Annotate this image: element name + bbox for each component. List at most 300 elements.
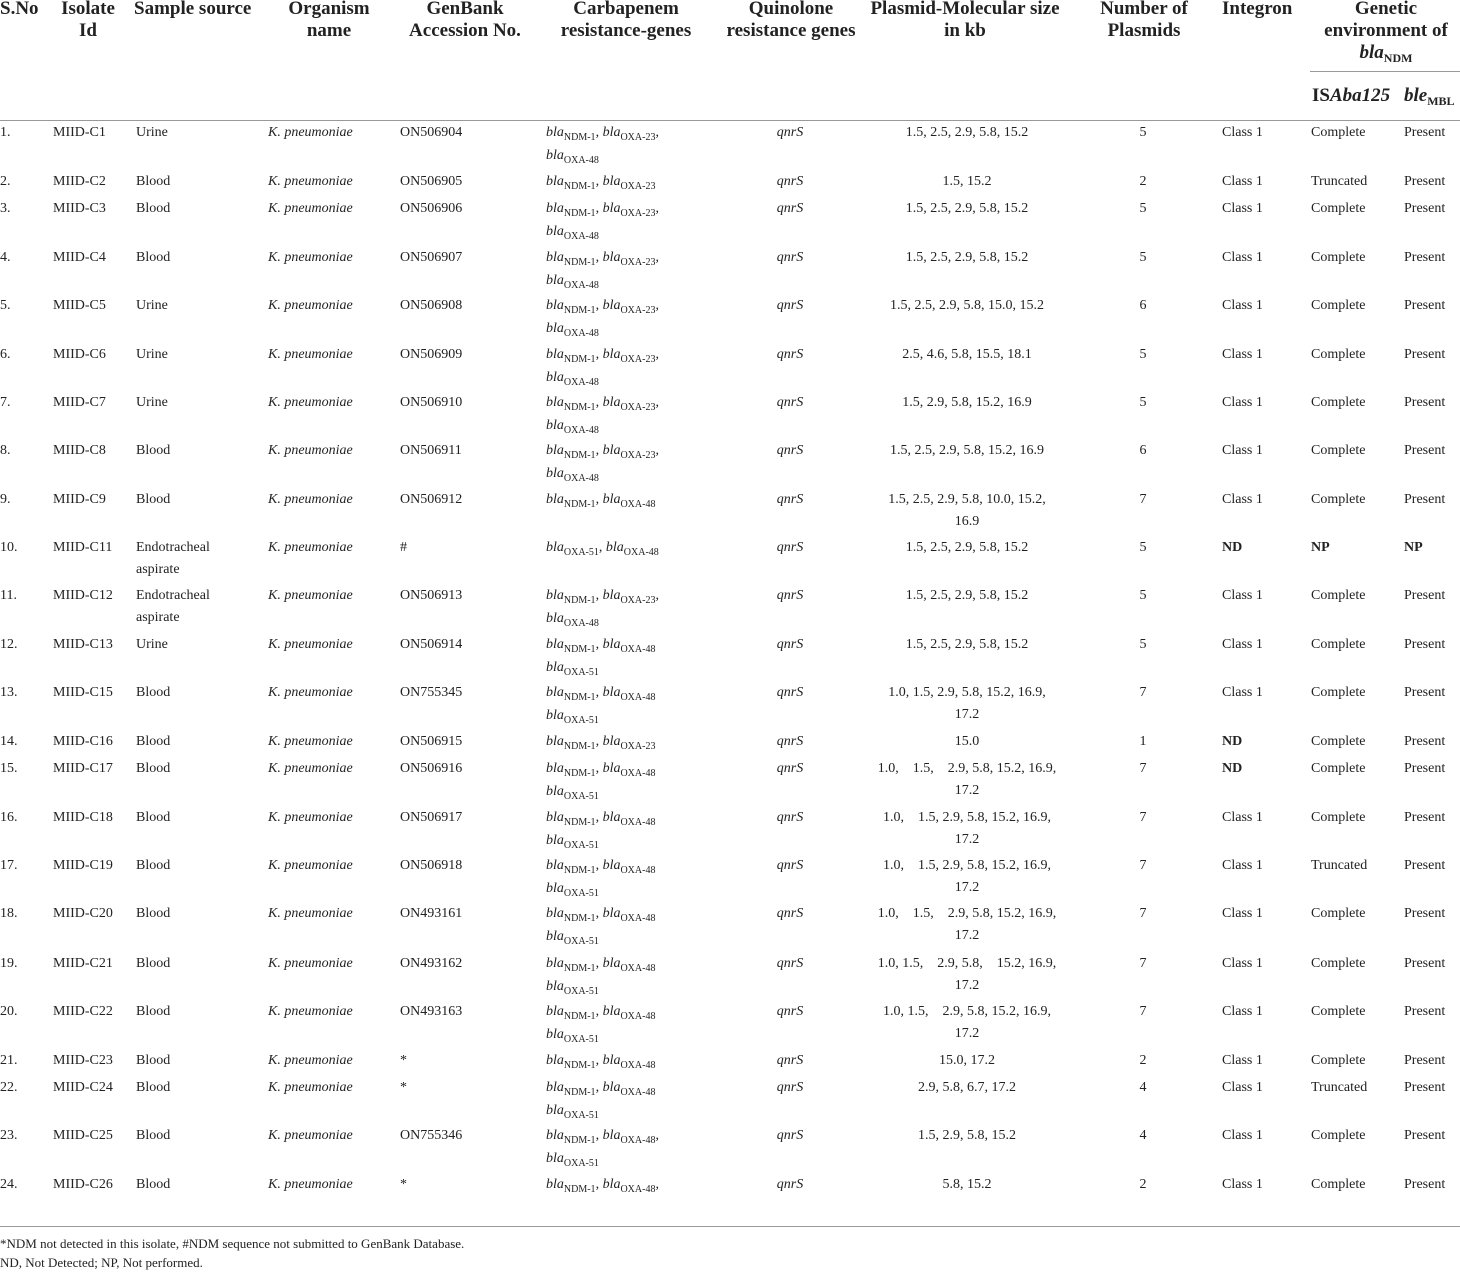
row-ble-mbl: Present [1404,1177,1446,1192]
gene: bla$_{OXA-51}$ [546,979,599,997]
row-genbank-accession: ON493163 [400,1004,463,1019]
row-quinolone-genes: qnrS [776,1177,804,1192]
row-integron: Class 1 [1222,906,1263,921]
row-isolate-id: MIID-C7 [53,395,106,410]
row-isaba125: Complete [1311,637,1366,652]
row-carbapenem-genes [546,122,716,168]
row-num-plasmids: 5 [1139,540,1147,555]
gene: bla$_{OXA-51}$ [546,833,599,851]
row-carbapenem-genes [546,1174,716,1197]
row-sno: 3. [0,201,11,216]
row-carbapenem-genes [546,1077,716,1123]
row-plasmid-size: 1.0, 1.5, 2.9, 5.8, 15.2, 16.9, 17.2 [888,685,1046,722]
gene: bla$_{OXA-48}$ [546,224,599,242]
row-genbank-accession: ON506904 [400,125,463,140]
row-integron: Class 1 [1222,395,1263,410]
row-carbapenem-genes [546,392,716,438]
row-num-plasmids: 4 [1139,1080,1147,1095]
gene: bla$_{OXA-23}$, [602,298,659,316]
row-num-plasmids: 7 [1139,906,1147,921]
row-sno: 13. [0,685,18,700]
row-carbapenem-genes [546,585,716,631]
header-genetic-env-prefix: Genetic environment of [1324,0,1448,41]
footnote-2: ND, Not Detected; NP, Not performed. [0,1255,203,1270]
row-integron: Class 1 [1222,858,1263,873]
row-integron: Class 1 [1222,347,1263,362]
gene: bla$_{OXA-48}$ [602,685,656,703]
row-isaba125: Complete [1311,1128,1366,1143]
row-quinolone-genes: qnrS [776,492,804,507]
gene: bla$_{OXA-51}$ [546,660,599,678]
row-plasmid-size: 1.5, 2.5, 2.9, 5.8, 15.0, 15.2 [890,298,1044,313]
row-num-plasmids: 5 [1139,395,1147,410]
row-integron: Class 1 [1222,174,1263,189]
row-plasmid-size: 1.0, 1.5, 2.9, 5.8, 15.2, 16.9, 17.2 [877,761,1057,798]
row-integron: Class 1 [1222,298,1263,313]
row-num-plasmids: 7 [1139,858,1147,873]
gene: bla$_{OXA-48}$ [602,858,656,876]
row-sample-source: Urine [136,298,168,313]
row-plasmid-size: 1.5, 2.5, 2.9, 5.8, 15.2 [905,125,1029,140]
isaba-suffix: 125 [1361,85,1391,106]
row-plasmid-size: 1.5, 2.5, 2.9, 5.8, 15.2 [905,201,1029,216]
row-sample-source: Urine [136,637,168,652]
row-sno: 21. [0,1053,18,1068]
gene: bla$_{NDM-1}$, [546,1053,603,1071]
row-isaba125: Complete [1311,685,1366,700]
gene: bla$_{OXA-48}$ [602,810,656,828]
row-sample-source: Urine [136,395,168,410]
gene: bla$_{OXA-51}$ [546,881,599,899]
row-isaba125: Complete [1311,810,1366,825]
row-organism-name: K. pneumoniae [268,540,353,555]
row-sample-source: Blood [136,201,171,216]
row-organism-name: K. pneumoniae [268,1177,353,1192]
gene: bla$_{OXA-23}$, [602,347,659,365]
row-organism-name: K. pneumoniae [268,761,353,776]
row-sno: 14. [0,734,18,749]
row-num-plasmids: 4 [1139,1128,1147,1143]
row-quinolone-genes: qnrS [776,1080,804,1095]
row-quinolone-genes: qnrS [776,1004,804,1019]
gene: bla$_{NDM-1}$, [546,588,603,606]
gene: bla$_{OXA-23}$ [602,174,656,192]
row-genbank-accession: ON493161 [400,906,463,921]
row-quinolone-genes: qnrS [776,395,804,410]
row-ble-mbl: Present [1404,125,1446,140]
row-num-plasmids: 7 [1139,956,1147,971]
row-carbapenem-genes [546,344,716,390]
gene: bla$_{OXA-51}$ [546,1103,599,1121]
gene: bla$_{OXA-48}$ [602,761,656,779]
row-quinolone-genes: qnrS [776,201,804,216]
row-isaba125: Truncated [1311,174,1368,189]
row-isolate-id: MIID-C6 [53,347,106,362]
gene: bla$_{OXA-23}$, [602,395,659,413]
row-plasmid-size: 15.0 [954,734,980,749]
row-integron: Class 1 [1222,1177,1263,1192]
row-quinolone-genes: qnrS [776,956,804,971]
row-ble-mbl: Present [1404,637,1446,652]
row-plasmid-size: 1.5, 2.5, 2.9, 5.8, 15.2 [905,540,1029,555]
gene: bla$_{OXA-48}$ [602,956,656,974]
row-isaba125: Complete [1311,1053,1366,1068]
row-genbank-accession: ON506907 [400,250,463,265]
row-organism-name: K. pneumoniae [268,1080,353,1095]
row-isolate-id: MIID-C4 [53,250,106,265]
row-isolate-id: MIID-C13 [53,637,113,652]
gene: bla$_{NDM-1}$, [546,685,603,703]
row-ble-mbl: Present [1404,1004,1446,1019]
row-genbank-accession: ON755345 [400,685,463,700]
row-ble-mbl: NP [1404,540,1423,555]
row-isolate-id: MIID-C3 [53,201,106,216]
row-isolate-id: MIID-C18 [53,810,113,825]
row-integron: ND [1222,540,1243,555]
row-organism-name: K. pneumoniae [268,443,353,458]
row-isolate-id: MIID-C11 [53,540,113,555]
row-organism-name: K. pneumoniae [268,201,353,216]
row-genbank-accession: ON506906 [400,201,463,216]
row-quinolone-genes: qnrS [776,1128,804,1143]
row-ble-mbl: Present [1404,395,1446,410]
row-integron: Class 1 [1222,492,1263,507]
row-quinolone-genes: qnrS [776,443,804,458]
row-sno: 6. [0,347,11,362]
gene: bla$_{NDM-1}$, [546,250,603,268]
row-isaba125: Complete [1311,492,1366,507]
row-quinolone-genes: qnrS [776,734,804,749]
row-quinolone-genes: qnrS [776,1053,804,1068]
footnote-1: *NDM not detected in this isolate, #NDM sequence not submitted to GenBank Database. [0,1236,465,1251]
row-sno: 12. [0,637,18,652]
row-isolate-id: MIID-C8 [53,443,106,458]
gene: bla$_{OXA-48}$ [546,148,599,166]
gene: bla$_{OXA-48}$ [546,321,599,339]
row-genbank-accession: * [400,1177,407,1192]
row-sample-source: Blood [136,810,171,825]
row-genbank-accession: ON506909 [400,347,463,362]
row-ble-mbl: Present [1404,443,1446,458]
header-genetic-env-gene: bla [1359,42,1384,63]
row-sample-source: Urine [136,125,168,140]
gene: bla$_{OXA-48}$ [546,418,599,436]
gene: bla$_{OXA-48}$ [546,370,599,388]
row-isaba125: Complete [1311,250,1366,265]
gene: bla$_{OXA-51}$ [546,708,599,726]
gene: bla$_{OXA-48}$ [602,1004,656,1022]
gene: bla$_{OXA-51}$, [546,540,606,558]
row-organism-name: K. pneumoniae [268,1128,353,1143]
row-sample-source: Urine [136,347,168,362]
row-plasmid-size: 1.0, 1.5, 2.9, 5.8, 15.2, 16.9, 17.2 [877,956,1057,993]
row-ble-mbl: Present [1404,588,1446,603]
row-isolate-id: MIID-C1 [53,125,106,140]
row-sample-source: Blood [136,906,171,921]
row-integron: Class 1 [1222,1004,1263,1019]
gene: bla$_{OXA-23}$, [602,201,659,219]
row-isaba125: Complete [1311,395,1366,410]
row-sno: 1. [0,125,11,140]
gene: bla$_{OXA-23}$, [602,443,659,461]
row-isolate-id: MIID-C16 [53,734,113,749]
row-genbank-accession: ON506917 [400,810,463,825]
row-organism-name: K. pneumoniae [268,298,353,313]
row-sno: 20. [0,1004,18,1019]
row-carbapenem-genes [546,198,716,244]
row-carbapenem-genes [546,1050,716,1073]
row-carbapenem-genes [546,682,716,728]
row-carbapenem-genes [546,953,716,999]
gene: bla$_{NDM-1}$, [546,906,603,924]
row-organism-name: K. pneumoniae [268,588,353,603]
row-quinolone-genes: qnrS [776,125,804,140]
row-isolate-id: MIID-C22 [53,1004,113,1019]
row-num-plasmids: 7 [1139,492,1147,507]
header-genetic-env-sub: NDM [1383,51,1413,65]
row-sno: 22. [0,1080,18,1095]
row-num-plasmids: 7 [1139,685,1147,700]
row-num-plasmids: 7 [1139,761,1147,776]
row-integron: Class 1 [1222,443,1263,458]
row-organism-name: K. pneumoniae [268,250,353,265]
row-genbank-accession: ON506918 [400,858,463,873]
row-ble-mbl: Present [1404,956,1446,971]
gene: bla$_{NDM-1}$, [546,298,603,316]
row-integron: Class 1 [1222,1053,1263,1068]
row-sno: 16. [0,810,18,825]
row-sno: 24. [0,1177,18,1192]
gene: bla$_{OXA-51}$ [546,1027,599,1045]
row-ble-mbl: Present [1404,1053,1446,1068]
row-num-plasmids: 5 [1139,347,1147,362]
row-isolate-id: MIID-C15 [53,685,113,700]
row-sample-source: Blood [136,1080,171,1095]
gene: bla$_{OXA-48}$, [602,1128,659,1146]
row-sample-source: Blood [136,761,171,776]
gene: bla$_{OXA-23}$ [602,734,656,752]
row-genbank-accession: ON506908 [400,298,463,313]
row-plasmid-size: 2.5, 4.6, 5.8, 15.5, 18.1 [902,347,1032,362]
row-sample-source: Blood [136,1128,171,1143]
gene: bla$_{OXA-48}$, [602,1177,659,1195]
row-plasmid-size: 1.5, 2.9, 5.8, 15.2 [918,1128,1016,1143]
row-sno: 17. [0,858,18,873]
row-sno: 7. [0,395,11,410]
row-sample-source: Blood [136,250,171,265]
row-sno: 9. [0,492,11,507]
header-organism-name: Organism name [288,0,370,41]
gene: bla$_{NDM-1}$, [546,956,603,974]
row-carbapenem-genes [546,171,716,194]
row-ble-mbl: Present [1404,858,1446,873]
row-genbank-accession: ON755346 [400,1128,463,1143]
row-sample-source: Blood [136,1053,171,1068]
row-num-plasmids: 2 [1139,1053,1147,1068]
row-organism-name: K. pneumoniae [268,1004,353,1019]
row-isolate-id: MIID-C9 [53,492,106,507]
row-carbapenem-genes [546,537,716,560]
row-isolate-id: MIID-C19 [53,858,113,873]
row-isaba125: Complete [1311,1004,1366,1019]
gene: bla$_{OXA-51}$ [546,929,599,947]
row-plasmid-size: 1.0, 1.5, 2.9, 5.8, 15.2, 16.9, 17.2 [883,858,1051,895]
row-organism-name: K. pneumoniae [268,956,353,971]
row-isolate-id: MIID-C17 [53,761,113,776]
row-genbank-accession: ON506916 [400,761,463,776]
row-plasmid-size: 1.5, 2.5, 2.9, 5.8, 10.0, 15.2, 16.9 [888,492,1046,529]
isaba-prefix: IS [1312,85,1330,106]
row-organism-name: K. pneumoniae [268,1053,353,1068]
row-isolate-id: MIID-C2 [53,174,106,189]
row-sno: 10. [0,540,18,555]
gene: bla$_{NDM-1}$, [546,395,603,413]
gene: bla$_{NDM-1}$, [546,858,603,876]
row-integron: Class 1 [1222,810,1263,825]
row-sno: 2. [0,174,11,189]
row-plasmid-size: 1.5, 2.5, 2.9, 5.8, 15.2 [905,588,1029,603]
row-isolate-id: MIID-C5 [53,298,106,313]
gene: bla$_{NDM-1}$, [546,637,603,655]
row-sample-source: Blood [136,443,171,458]
row-isaba125: Complete [1311,298,1366,313]
row-integron: Class 1 [1222,1128,1263,1143]
row-ble-mbl: Present [1404,734,1446,749]
gene: bla$_{NDM-1}$, [546,492,603,510]
row-genbank-accession: ON506910 [400,395,463,410]
row-ble-mbl: Present [1404,1128,1446,1143]
row-isolate-id: MIID-C23 [53,1053,113,1068]
ble-gene: ble [1404,85,1428,106]
header-plasmid-size: Plasmid-Molecular size in kb [870,0,1060,41]
row-quinolone-genes: qnrS [776,540,804,555]
row-isaba125: Complete [1311,588,1366,603]
row-quinolone-genes: qnrS [776,761,804,776]
row-isaba125: NP [1311,540,1330,555]
row-sno: 23. [0,1128,18,1143]
row-num-plasmids: 5 [1139,637,1147,652]
row-plasmid-size: 1.5, 2.5, 2.9, 5.8, 15.2 [905,637,1029,652]
row-sno: 18. [0,906,18,921]
row-plasmid-size: 15.0, 17.2 [939,1053,995,1068]
row-isaba125: Complete [1311,761,1366,776]
row-ble-mbl: Present [1404,1080,1446,1095]
row-integron: Class 1 [1222,250,1263,265]
row-sno: 11. [0,588,17,603]
gene: bla$_{OXA-48}$ [602,906,656,924]
row-num-plasmids: 5 [1139,250,1147,265]
row-integron: ND [1222,761,1243,776]
row-num-plasmids: 5 [1139,201,1147,216]
row-sample-source: Blood [136,492,171,507]
row-carbapenem-genes [546,489,716,512]
header-genbank: GenBank Accession No. [409,0,521,41]
row-genbank-accession: ON493162 [400,956,463,971]
row-isolate-id: MIID-C24 [53,1080,113,1095]
row-quinolone-genes: qnrS [776,906,804,921]
gene: bla$_{NDM-1}$, [546,443,603,461]
row-sample-source: Blood [136,734,171,749]
header-sno: S.No [0,0,39,19]
row-carbapenem-genes [546,731,716,754]
header-isolate-id: Isolate Id [61,0,115,41]
gene: bla$_{NDM-1}$, [546,1080,603,1098]
row-carbapenem-genes [546,903,716,949]
row-sample-source: Blood [136,1004,171,1019]
row-isaba125: Truncated [1311,1080,1368,1095]
row-sample-source: Blood [136,174,171,189]
row-num-plasmids: 6 [1139,443,1147,458]
row-carbapenem-genes [546,247,716,293]
row-sno: 19. [0,956,18,971]
gene: bla$_{OXA-23}$, [602,250,659,268]
row-num-plasmids: 2 [1139,1177,1147,1192]
row-isolate-id: MIID-C20 [53,906,113,921]
gene: bla$_{OXA-48}$ [546,273,599,291]
gene: bla$_{NDM-1}$, [546,201,603,219]
row-isaba125: Complete [1311,1177,1366,1192]
row-genbank-accession: ON506911 [400,443,462,458]
gene: bla$_{NDM-1}$, [546,810,603,828]
row-plasmid-size: 1.0, 1.5, 2.9, 5.8, 15.2, 16.9, 17.2 [883,1004,1051,1041]
gene: bla$_{NDM-1}$, [546,174,603,192]
gene: bla$_{OXA-48}$ [602,1080,656,1098]
row-num-plasmids: 6 [1139,298,1147,313]
row-isaba125: Complete [1311,125,1366,140]
row-genbank-accession: # [400,540,407,555]
row-num-plasmids: 7 [1139,1004,1147,1019]
row-quinolone-genes: qnrS [776,347,804,362]
row-isaba125: Complete [1311,956,1366,971]
row-num-plasmids: 7 [1139,810,1147,825]
row-sample-source: Blood [136,685,171,700]
row-integron: Class 1 [1222,588,1263,603]
row-isaba125: Complete [1311,734,1366,749]
row-genbank-accession: ON506913 [400,588,463,603]
row-ble-mbl: Present [1404,492,1446,507]
header-quinolone: Quinolone resistance genes [726,0,856,41]
row-quinolone-genes: qnrS [776,858,804,873]
row-carbapenem-genes [546,634,716,680]
row-num-plasmids: 1 [1139,734,1147,749]
row-carbapenem-genes [546,1125,716,1171]
row-sample-source: Endotracheal aspirate [136,540,210,577]
row-genbank-accession: * [400,1080,407,1095]
row-integron: Class 1 [1222,125,1263,140]
row-num-plasmids: 5 [1139,588,1147,603]
row-organism-name: K. pneumoniae [268,906,353,921]
row-organism-name: K. pneumoniae [268,810,353,825]
row-integron: Class 1 [1222,1080,1263,1095]
row-integron: Class 1 [1222,637,1263,652]
row-sno: 4. [0,250,11,265]
row-organism-name: K. pneumoniae [268,637,353,652]
gene: bla$_{NDM-1}$, [546,734,603,752]
gene: bla$_{OXA-48}$ [602,492,656,510]
gene: bla$_{NDM-1}$, [546,347,603,365]
row-sample-source: Blood [136,858,171,873]
gene: bla$_{NDM-1}$, [546,1128,603,1146]
row-ble-mbl: Present [1404,250,1446,265]
row-ble-mbl: Present [1404,174,1446,189]
row-isaba125: Complete [1311,443,1366,458]
row-isolate-id: MIID-C21 [53,956,113,971]
gene: bla$_{OXA-23}$, [602,125,659,143]
header-carbapenem: Carbapenem resistance-genes [560,0,692,41]
row-isaba125: Complete [1311,201,1366,216]
row-ble-mbl: Present [1404,906,1446,921]
row-organism-name: K. pneumoniae [268,395,353,410]
